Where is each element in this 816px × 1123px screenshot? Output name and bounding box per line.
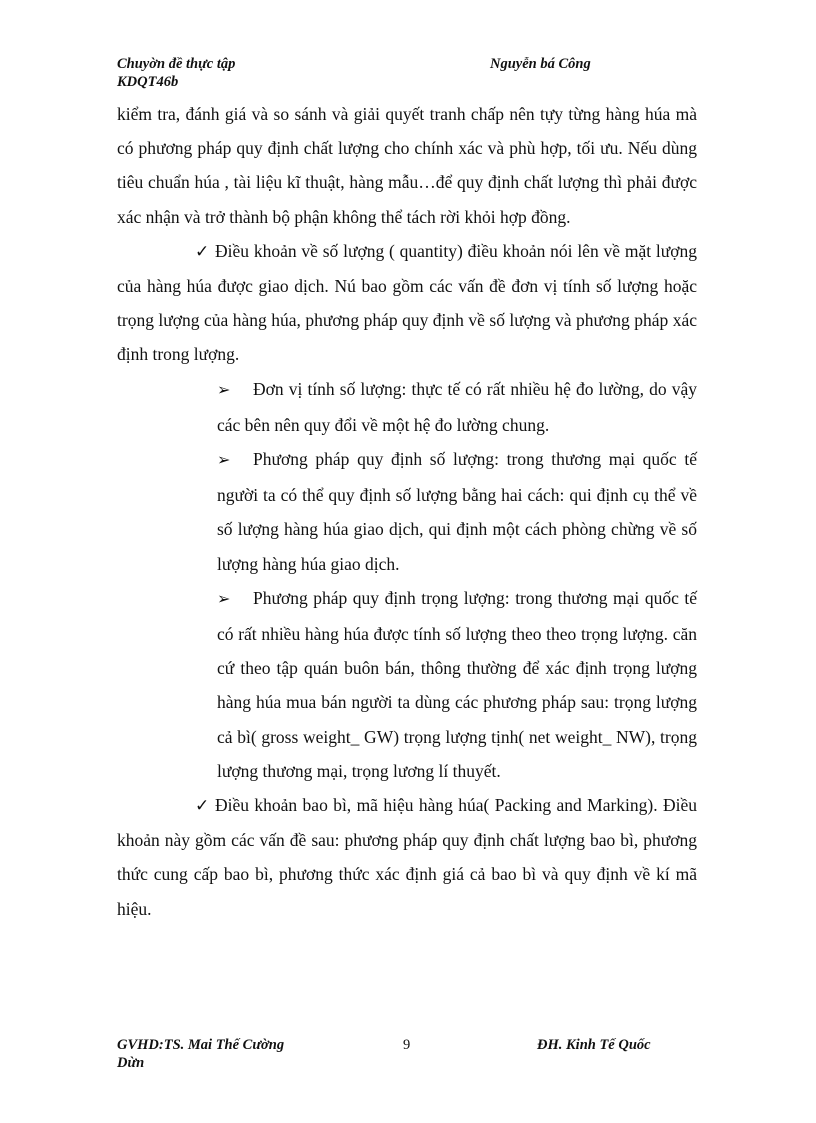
- paragraph-quality-method: kiểm tra, đánh giá và so sánh và giải quyết tranh chấp nên tựy từng hàng húa mà có phương pháp quy định chất lượng cho chính xác và phù hợp, tối ưu. Nếu dùng tiêu chuẩn húa , tài liệu kĩ thuật, hàng mẫu…để quy định chất lượng thì phải được xác nhận và trở thành bộ phận không thể tách rời khỏi hợp đồng.: [117, 104, 697, 227]
- check-item-quantity-text: Điều khoản về số lượng ( quantity) điều khoản nói lên về mặt lượng của hàng húa được giao dịch. Nú bao gồm các vấn đề đơn vị tính số lượng hoặc trọng lượng của hàng húa, phương pháp quy định về số lượng và phương pháp xác định trong lượng.: [117, 240, 697, 365]
- footer-left: [117, 1036, 284, 1072]
- check-icon: ✓: [195, 796, 210, 816]
- sub-item-quantity-method: [217, 442, 697, 581]
- arrow-bullet-icon: ➢: [217, 452, 231, 470]
- check-icon: ✓: [195, 241, 210, 261]
- footer-advisor-cont: Dừn: [117, 1055, 145, 1071]
- header-course-title: Chuyờn đề thực tập: [117, 56, 236, 72]
- header-left: [117, 55, 235, 91]
- header-class-code: KDQT46b: [117, 74, 179, 90]
- check-item-quantity: [117, 234, 697, 372]
- sub-item-weight-method-text: Phương pháp quy định trọng lượng: trong thương mại quốc tế có rất nhiều hàng húa được tính số lượng theo theo trọng lượng. căn cứ theo tập quán buôn bán, thông thường để xác định trọng lượng hàng húa mua bán người ta dùng các phương pháp sau: trọng lượng cả bì( gross weight_ GW) trọng lượng tịnh( net weight_ NW), trọng lượng thương mại, trọng lương lí thuyết.: [217, 587, 697, 781]
- page-number: 9: [403, 1037, 411, 1053]
- footer-university: ĐH. Kinh Tế Quốc: [537, 1037, 651, 1053]
- sub-item-quantity-method-text: Phương pháp quy định số lượng: trong thương mại quốc tế người ta có thể quy định số lượng bằng hai cách: qui định cụ thể về số lượng hàng húa giao dịch, qui định một cách phòng chừng về số lượng hàng húa giao dịch.: [217, 449, 697, 574]
- sub-item-unit: [217, 372, 697, 442]
- arrow-bullet-icon: ➢: [217, 381, 231, 399]
- check-item-packing-text: Điều khoản bao bì, mã hiệu hàng húa( Packing and Marking). Điều khoản này gồm các vấn đề sau: phương pháp quy định chất lượng bao bì, phương thức cung cấp bao bì, phương thức xác định giá cả bao bì và quy định về kí mã hiệu.: [117, 795, 697, 919]
- footer-advisor: GVHD:TS. Mai Thế Cường: [117, 1037, 285, 1053]
- header-author: Nguyễn bá Công: [490, 56, 591, 72]
- arrow-bullet-icon: ➢: [217, 590, 231, 608]
- sub-item-unit-text: Đơn vị tính số lượng: thực tế có rất nhiều hệ đo lường, do vậy các bên nên quy đổi về một hệ đo lường chung.: [217, 378, 697, 435]
- check-item-packing: [117, 788, 697, 926]
- sub-item-weight-method: [217, 581, 697, 788]
- document-body: [117, 97, 697, 926]
